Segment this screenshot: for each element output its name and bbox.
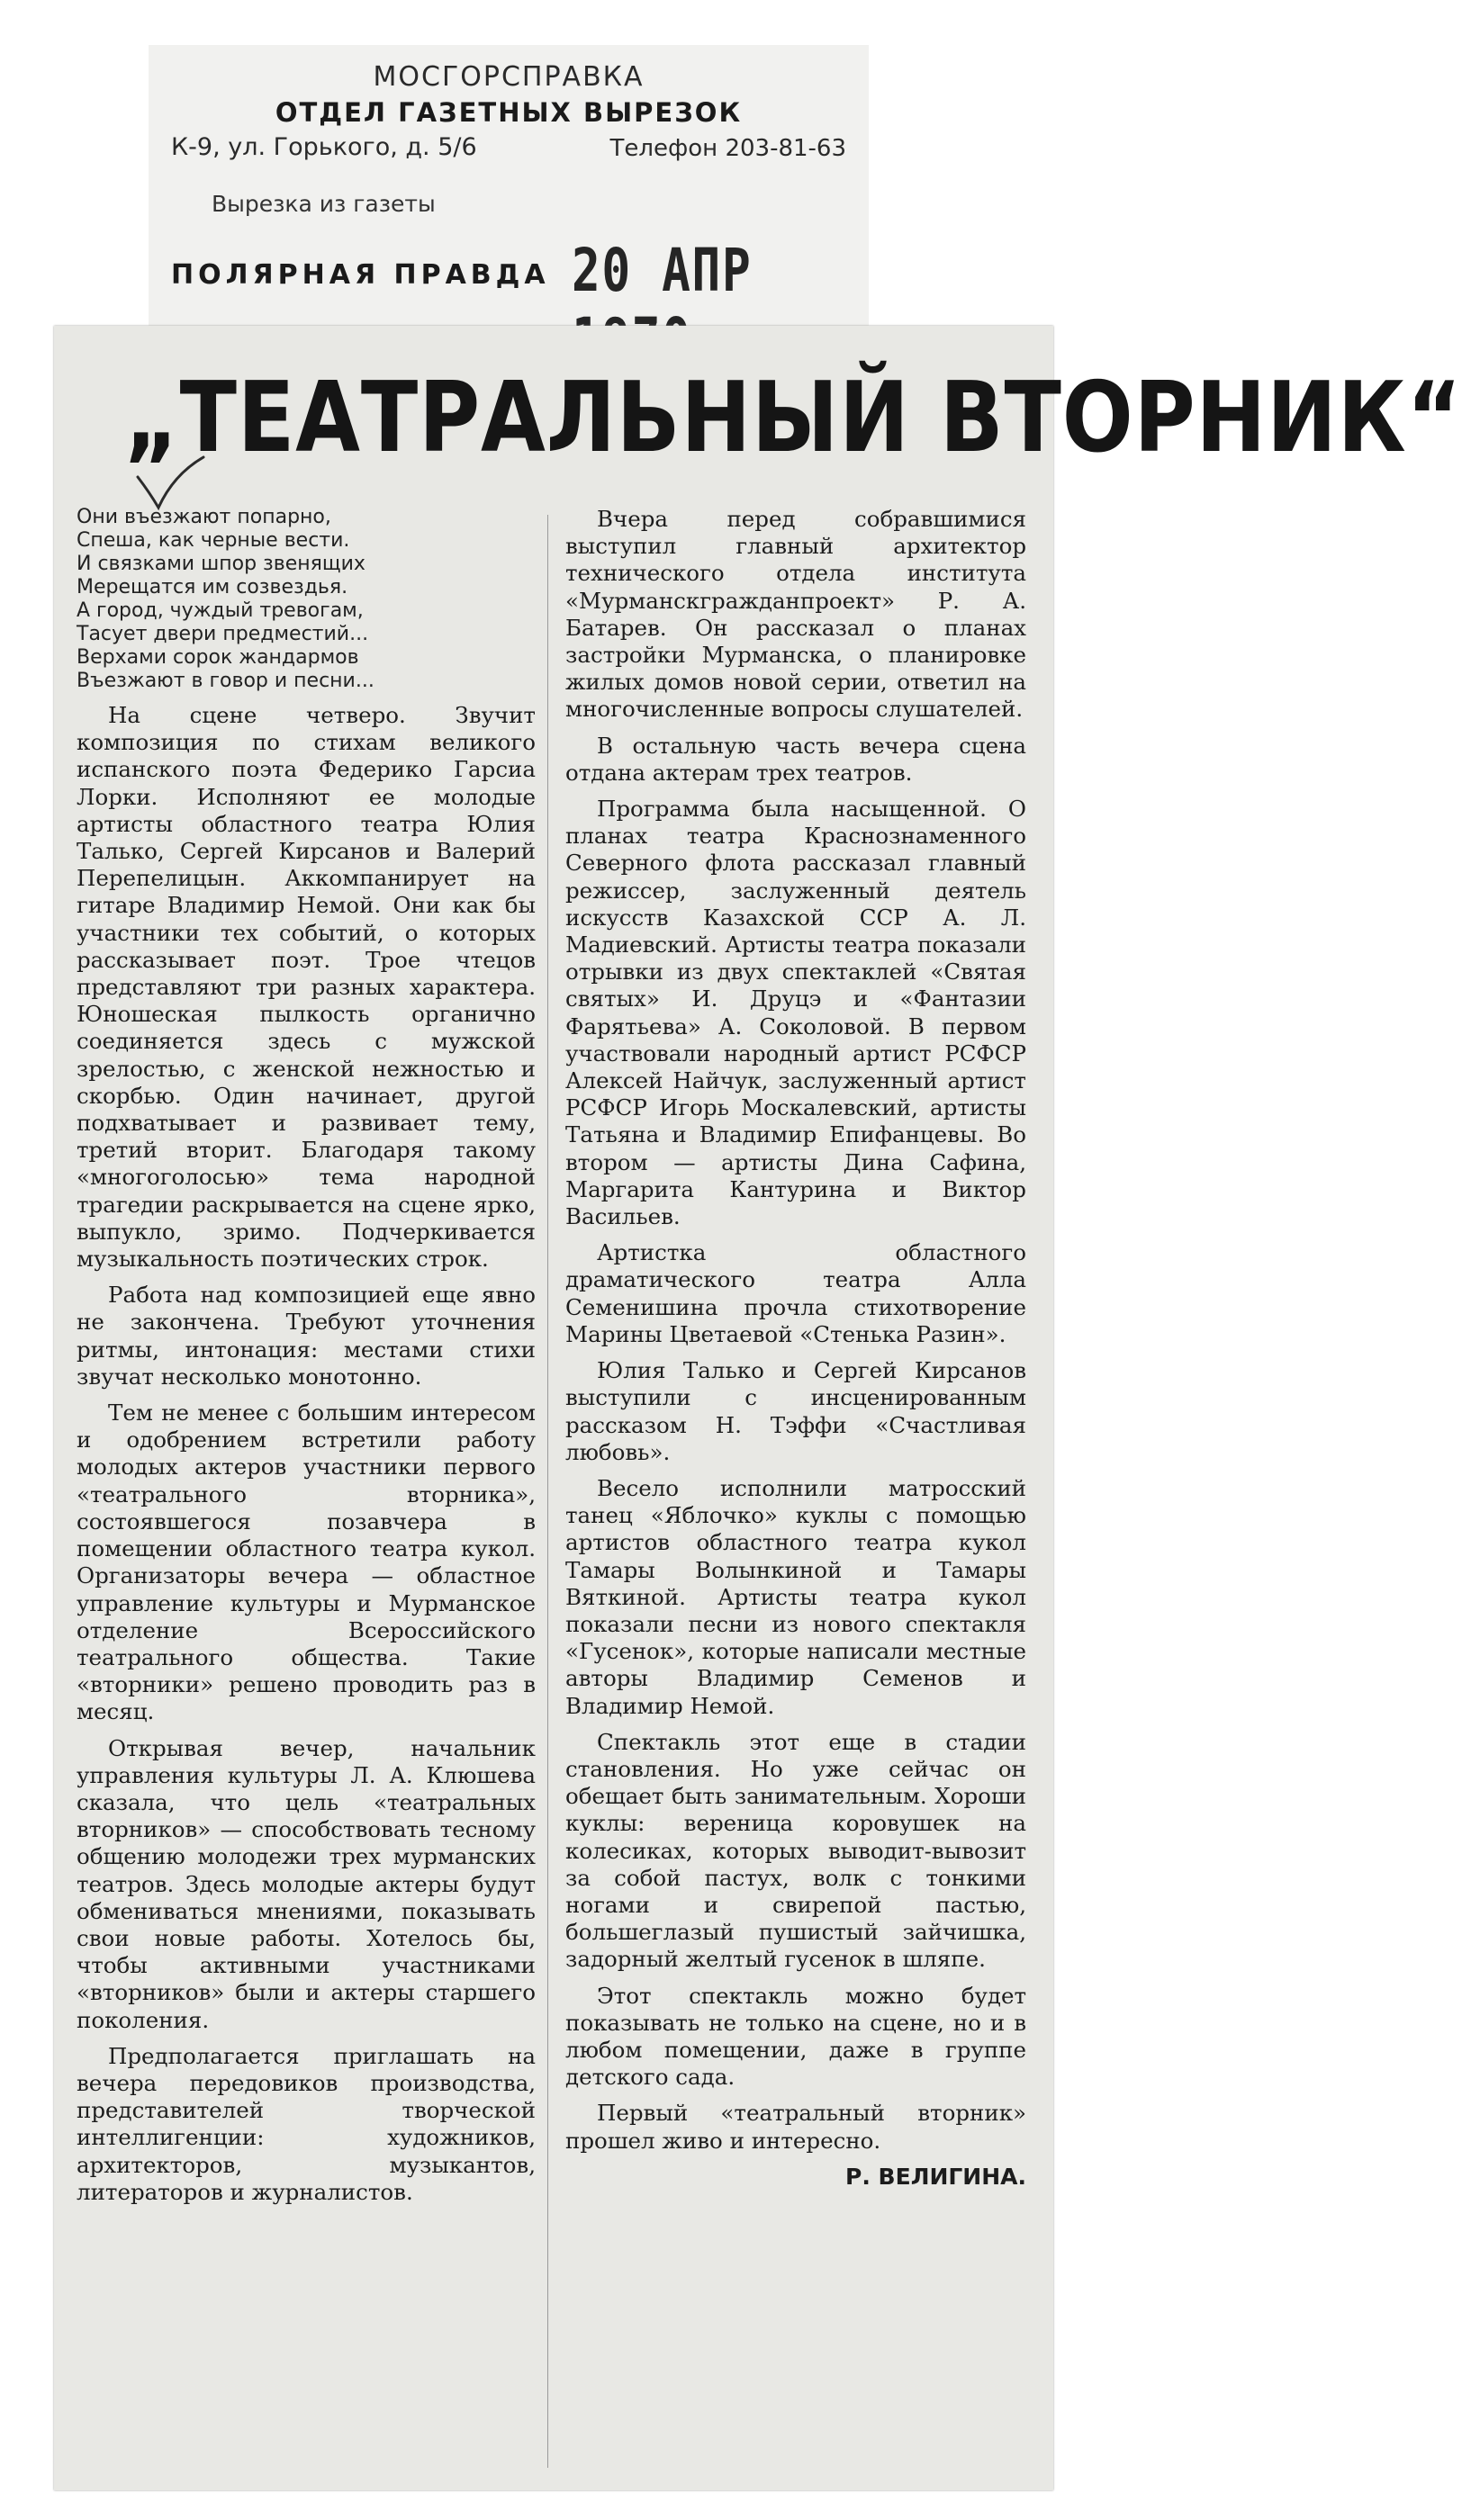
newspaper-name: ПОЛЯРНАЯ ПРАВДА [171,259,550,291]
right-column [565,506,1026,2200]
paragraph: На сцене четверо. Звучит композиция по стихам великого испанского поэта Федерико Гарсиа Лорки. Исполняют ее молодые артисты областного театра Юлия Талько, Сергей Кирсанов и Валерий Перепелицын. Аккомпанирует на гитаре Владимир Немой. Они как бы участники тех событий, о которых рассказывает поэт. Трое чтецов представляют три разных характера. Юношеская пылкость органично соединяется здесь с мужской зрелостью, с женской нежностью и скорбью. Один начинает, другой подхватывает и развивает тему, третий вторит. Благодаря такому «многоголосью» тема народной трагедии раскрывается на сцене ярко, выпукло, зримо. Подчеркивается музыкальность поэтических строк. [77,702,536,1273]
author-signature: Р. ВЕЛИГИНА. [845,2163,1026,2190]
column-divider [547,515,548,2468]
paragraph: Артистка областного драматического театра Алла Семенишина прочла стихотворение Марины Цветаевой «Стенька Разин». [565,1239,1026,1347]
address: К-9, ул. Горького, д. 5/6 [171,133,477,161]
org-name: МОСГОРСПРАВКА [373,61,645,93]
phone: Телефон 203-81-63 [609,135,846,162]
paragraph: Работа над композицией еще явно не закончена. Требуют уточнения ритмы, интонация: местами стихи звучат несколько монотонно. [77,1282,536,1390]
paragraph: Первый «театральный вторник» прошел живо и интересно. [565,2100,1026,2154]
paragraph: Юлия Талько и Сергей Кирсанов выступили с инсценированным рассказом Н. Тэффи «Счастливая любовь». [565,1357,1026,1465]
paragraph: Тем не менее с большим интересом и одобрением встретили работу молодых актеров участники первого «театрального вторника», состоявшегося позавчера в помещении областного театра кукол. Организаторы вечера — областное управление культуры и Мурманское отделение Всероссийского театрального общества. Такие «вторники» решено проводить раз в месяц. [77,1400,536,1725]
article-headline: „ТЕАТРАЛЬНЫЙ ВТОРНИК“ [123,362,1462,474]
paragraph: Вчера перед собравшимися выступил главный архитектор технического отдела института «Мурманскгражданпроект» Р. А. Батарев. Он рассказал о планах застройки Мурманска, о планировке жилых домов новой серии, ответил на многочисленные вопросы слушателей. [565,506,1026,723]
newspaper-clipping [54,326,1462,2490]
left-column [77,506,536,2215]
epigraph: Они въезжают попарно, Спеша, как черные вести. И связками шпор звенящих Мерещатся им созвездья. А город, чуждый тревогам, Тасует двери предместий... Верхами сорок жандармов Въезжают в говор и песни... [77,506,375,692]
clipping-service-label [149,45,869,360]
paragraph: Спектакль этот еще в стадии становления. Но уже сейчас он обещает быть занимательным. Хороши куклы: вереница коровушек на колесиках, которых выводит-вывозит за собой пастух, волк с тонкими ногами и свирепой пастью, большеглазый пушистый зайчишка, задорный желтый гусенок в шляпе. [565,1728,1026,1973]
department-name: ОТДЕЛ ГАЗЕТНЫХ ВЫРЕЗОК [275,97,743,128]
paragraph: Программа была насыщенной. О планах театра Краснознаменного Северного флота рассказал главный режиссер, заслуженный деятель искусств Казахской ССР А. Л. Мадиевский. Артисты театра показали отрывки из двух спектаклей «Святая святых» И. Друцэ и «Фантазии Фарятьева» А. Соколовой. В первом участвовали народный артист РСФСР Алексей Найчук, заслуженный артист РСФСР Игорь Москалевский, артисты Татьяна и Владимир Епифанцевы. Во втором — артисты Дина Сафина, Маргарита Кантурина и Виктор Васильев. [565,796,1026,1230]
paragraph: Предполагается приглашать на вечера передовиков производства, представителей творческой интеллигенции: художников, архитекторов, музыкантов, литераторов и журналистов. [77,2042,536,2205]
paragraph: Этот спектакль можно будет показывать не только на сцене, но и в любом помещении, даже в группе детского сада. [565,1982,1026,2091]
paragraph: Весело исполнили матросский танец «Яблочко» куклы с помощью артистов областного театра кукол Тамары Волынкиной и Тамары Вяткиной. Артисты театра кукол показали песни из нового спектакля «Гусенок», которые написали местные авторы Владимир Семенов и Владимир Немой. [565,1474,1026,1719]
paragraph: Открывая вечер, начальник управления культуры Л. А. Клюшева сказала, что цель «театральных вторников» — способствовать тесному общению молодежи трех мурманских театров. Здесь молодые актеры будут обмениваться мнениями, показывать свои новые работы. Хотелось бы, чтобы активными участниками «вторников» были и актеры старшего поколения. [77,1734,536,2033]
clip-from-caption: Вырезка из газеты [212,191,436,217]
date-stamp: 20 АПР [572,236,753,305]
paragraph: В остальную часть вечера сцена отдана актерам трех театров. [565,732,1026,786]
